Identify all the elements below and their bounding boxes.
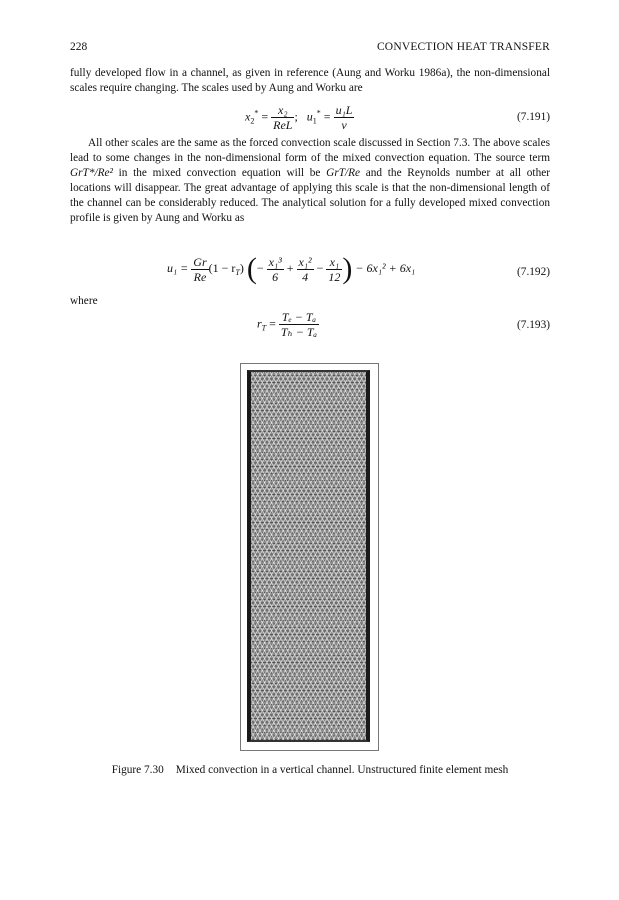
fraction-u1L-over-nu: $\frac{\text{u₁L}}{\nu}$ bbox=[335, 103, 353, 132]
figure-caption bbox=[70, 764, 550, 776]
figure-mesh bbox=[240, 363, 379, 751]
equation-number: (7.193) bbox=[517, 319, 550, 331]
equation-number: (7.191) bbox=[517, 111, 550, 123]
paragraph-scales: All other scales are the same as the forced convection scale discussed in Section 7.3. The above scales lead to some changes in the non-dimensional form of the mixed convection equation. The source term GrT*/Re² in the mixed convection equation will be GrT/Re and the Reynolds number at all other locations will disappear. The great advantage of applying this scale is that the non-dimensional length of the channel can be considerably reduced. The analytical solution for a fully developed mixed convection profile is given by Aung and Worku as bbox=[70, 137, 550, 224]
equation-7-193: $r_T$ = $\frac{\text{Tₑ − Tₐ}}{\text{Tₕ − Tₐ}}$ (7.193) bbox=[257, 310, 550, 339]
page-number: 228 bbox=[70, 41, 88, 53]
finite-element-mesh-image bbox=[247, 370, 370, 742]
word-where: where bbox=[70, 295, 98, 307]
equation-number: (7.192) bbox=[517, 266, 550, 278]
caption-text: Mixed convection in a vertical channel. Unstructured finite element mesh bbox=[175, 764, 509, 776]
page-header bbox=[70, 41, 550, 55]
equation-7-192: u₁ = $\frac{Gr}{Re}$ $(1 - r_T)$ (− $\frac{\text{x₁³}}{6}$ + $\frac{\text{x₁²}}{4}$ − $\frac{\text{x₁}}{12}$ ) − 6x₁² + 6x₁ (7.192) bbox=[167, 252, 550, 285]
paragraph-intro: fully developed flow in a channel, as given in reference (Aung and Worku 1986a), the non-dimensional scales require changing. The scales used by Aung and Worku are bbox=[70, 67, 550, 94]
equation-7-191: $x_2^*$ = $\frac{\text{x₂}}{\text{ReL}}$ ; $u_1^*$ = $\frac{\text{u₁L}}{\nu}$ (7.191) bbox=[245, 103, 550, 132]
fraction-x2-over-ReL: $\frac{\text{x₂}}{\text{ReL}}$ bbox=[273, 103, 293, 132]
running-head: CONVECTION HEAT TRANSFER bbox=[376, 41, 550, 53]
figure-label: Figure 7.30 bbox=[111, 764, 164, 776]
